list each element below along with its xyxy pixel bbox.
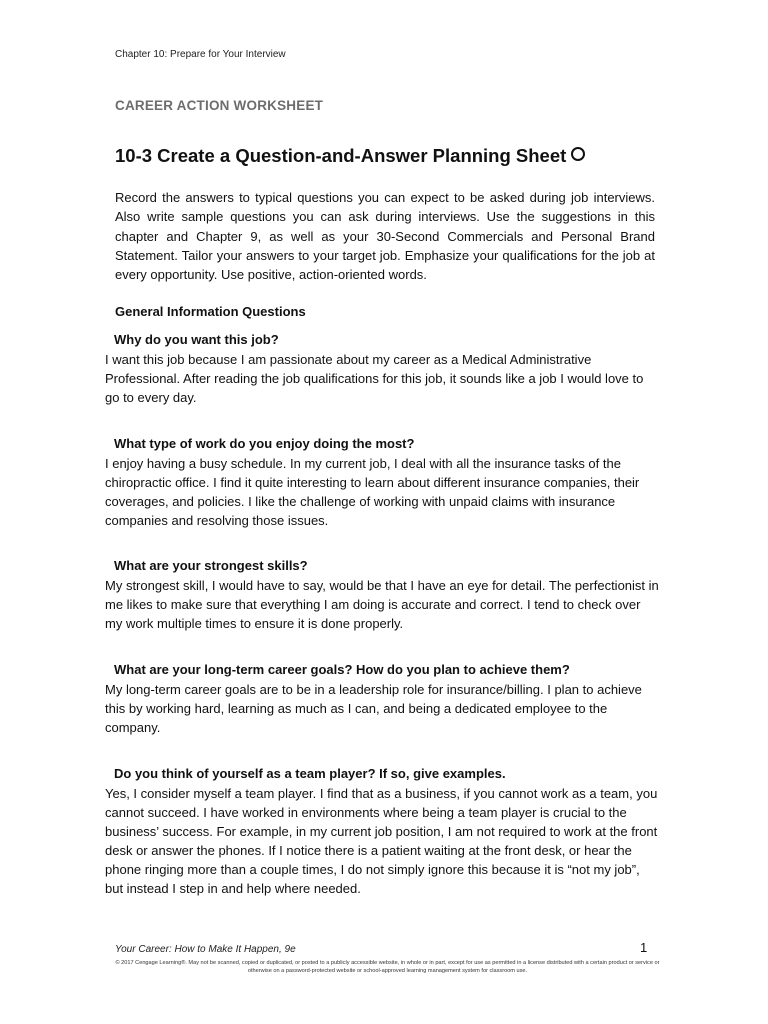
qa-item — [105, 331, 660, 407]
section-heading: General Information Questions — [115, 304, 306, 319]
copyright-notice: © 2017 Cengage Learning®. May not be scanned, copied or duplicated, or posted to a publicly accessible website, in whole or in part, except for use as permitted in a license distributed with a certain product or service or otherwise on a password-protected website or school-approved learning management system for classroom use. — [115, 960, 660, 974]
answer-text: I want this job because I am passionate about my career as a Medical Administrative Professional. After reading the job qualifications for this job, it sounds like a job I would love to go to every day. — [105, 352, 644, 405]
question-text: What are your strongest skills? — [114, 558, 308, 573]
answer-text: My long-term career goals are to be in a leadership role for insurance/billing. I plan to achieve this by working hard, learning as much as I can, and being a dedicated employee to the company. — [105, 682, 642, 735]
chapter-header: Chapter 10: Prepare for Your Interview — [115, 49, 286, 60]
worksheet-label: CAREER ACTION WORKSHEET — [115, 98, 324, 113]
qa-item — [105, 435, 660, 530]
page-title-text: 10-3 Create a Question-and-Answer Planning Sheet — [115, 145, 567, 166]
question-text: Do you think of yourself as a team player? If so, give examples. — [114, 766, 506, 781]
intro-paragraph: Record the answers to typical questions you can expect to be asked during job interviews. Also write sample questions you can ask during interviews. Use the suggestions in this chapter and Chapter 9, as well as your 30-Second Commercials and Personal Brand Statement. Tailor your answers to your target job. Emphasize your qualifications for the job at every opportunity. Use positive, action-oriented words. — [115, 190, 655, 283]
question-text: What type of work do you enjoy doing the most? — [114, 436, 415, 451]
answer-text: Yes, I consider myself a team player. I find that as a business, if you cannot work as a team, you cannot succeed. I have worked in environments where being a team player is crucial to the business’ success. For example, in my current job position, I am not required to work at the front desk or answer the phones. If I notice there is a patient waiting at the front desk, or hear the phone ringing more than a couple times, I do not simply ignore this because it is “not my job”, but instead I step in and help where needed. — [105, 786, 658, 896]
qa-item — [105, 557, 660, 633]
qa-item — [105, 661, 660, 737]
answer-text: I enjoy having a busy schedule. In my current job, I deal with all the insurance tasks of the chiropractic office. I find it quite interesting to learn about different insurance companies, their coverages, and policies. I like the challenge of working with unpaid claims with insurance companies and resolving those issues. — [105, 456, 640, 528]
page-number: 1 — [640, 940, 648, 955]
question-text: Why do you want this job? — [114, 332, 279, 347]
footer-book-title: Your Career: How to Make It Happen, 9e — [115, 944, 296, 955]
qa-item — [105, 765, 660, 898]
question-text: What are your long-term career goals? How do you plan to achieve them? — [114, 662, 570, 677]
circle-bullet-icon — [571, 147, 585, 161]
page-title — [115, 145, 585, 167]
answer-text: My strongest skill, I would have to say, would be that I have an eye for detail. The perfectionist in me likes to make sure that everything I am doing is accurate and correct. I tend to check over my work multiple times to ensure it is done properly. — [105, 578, 659, 631]
